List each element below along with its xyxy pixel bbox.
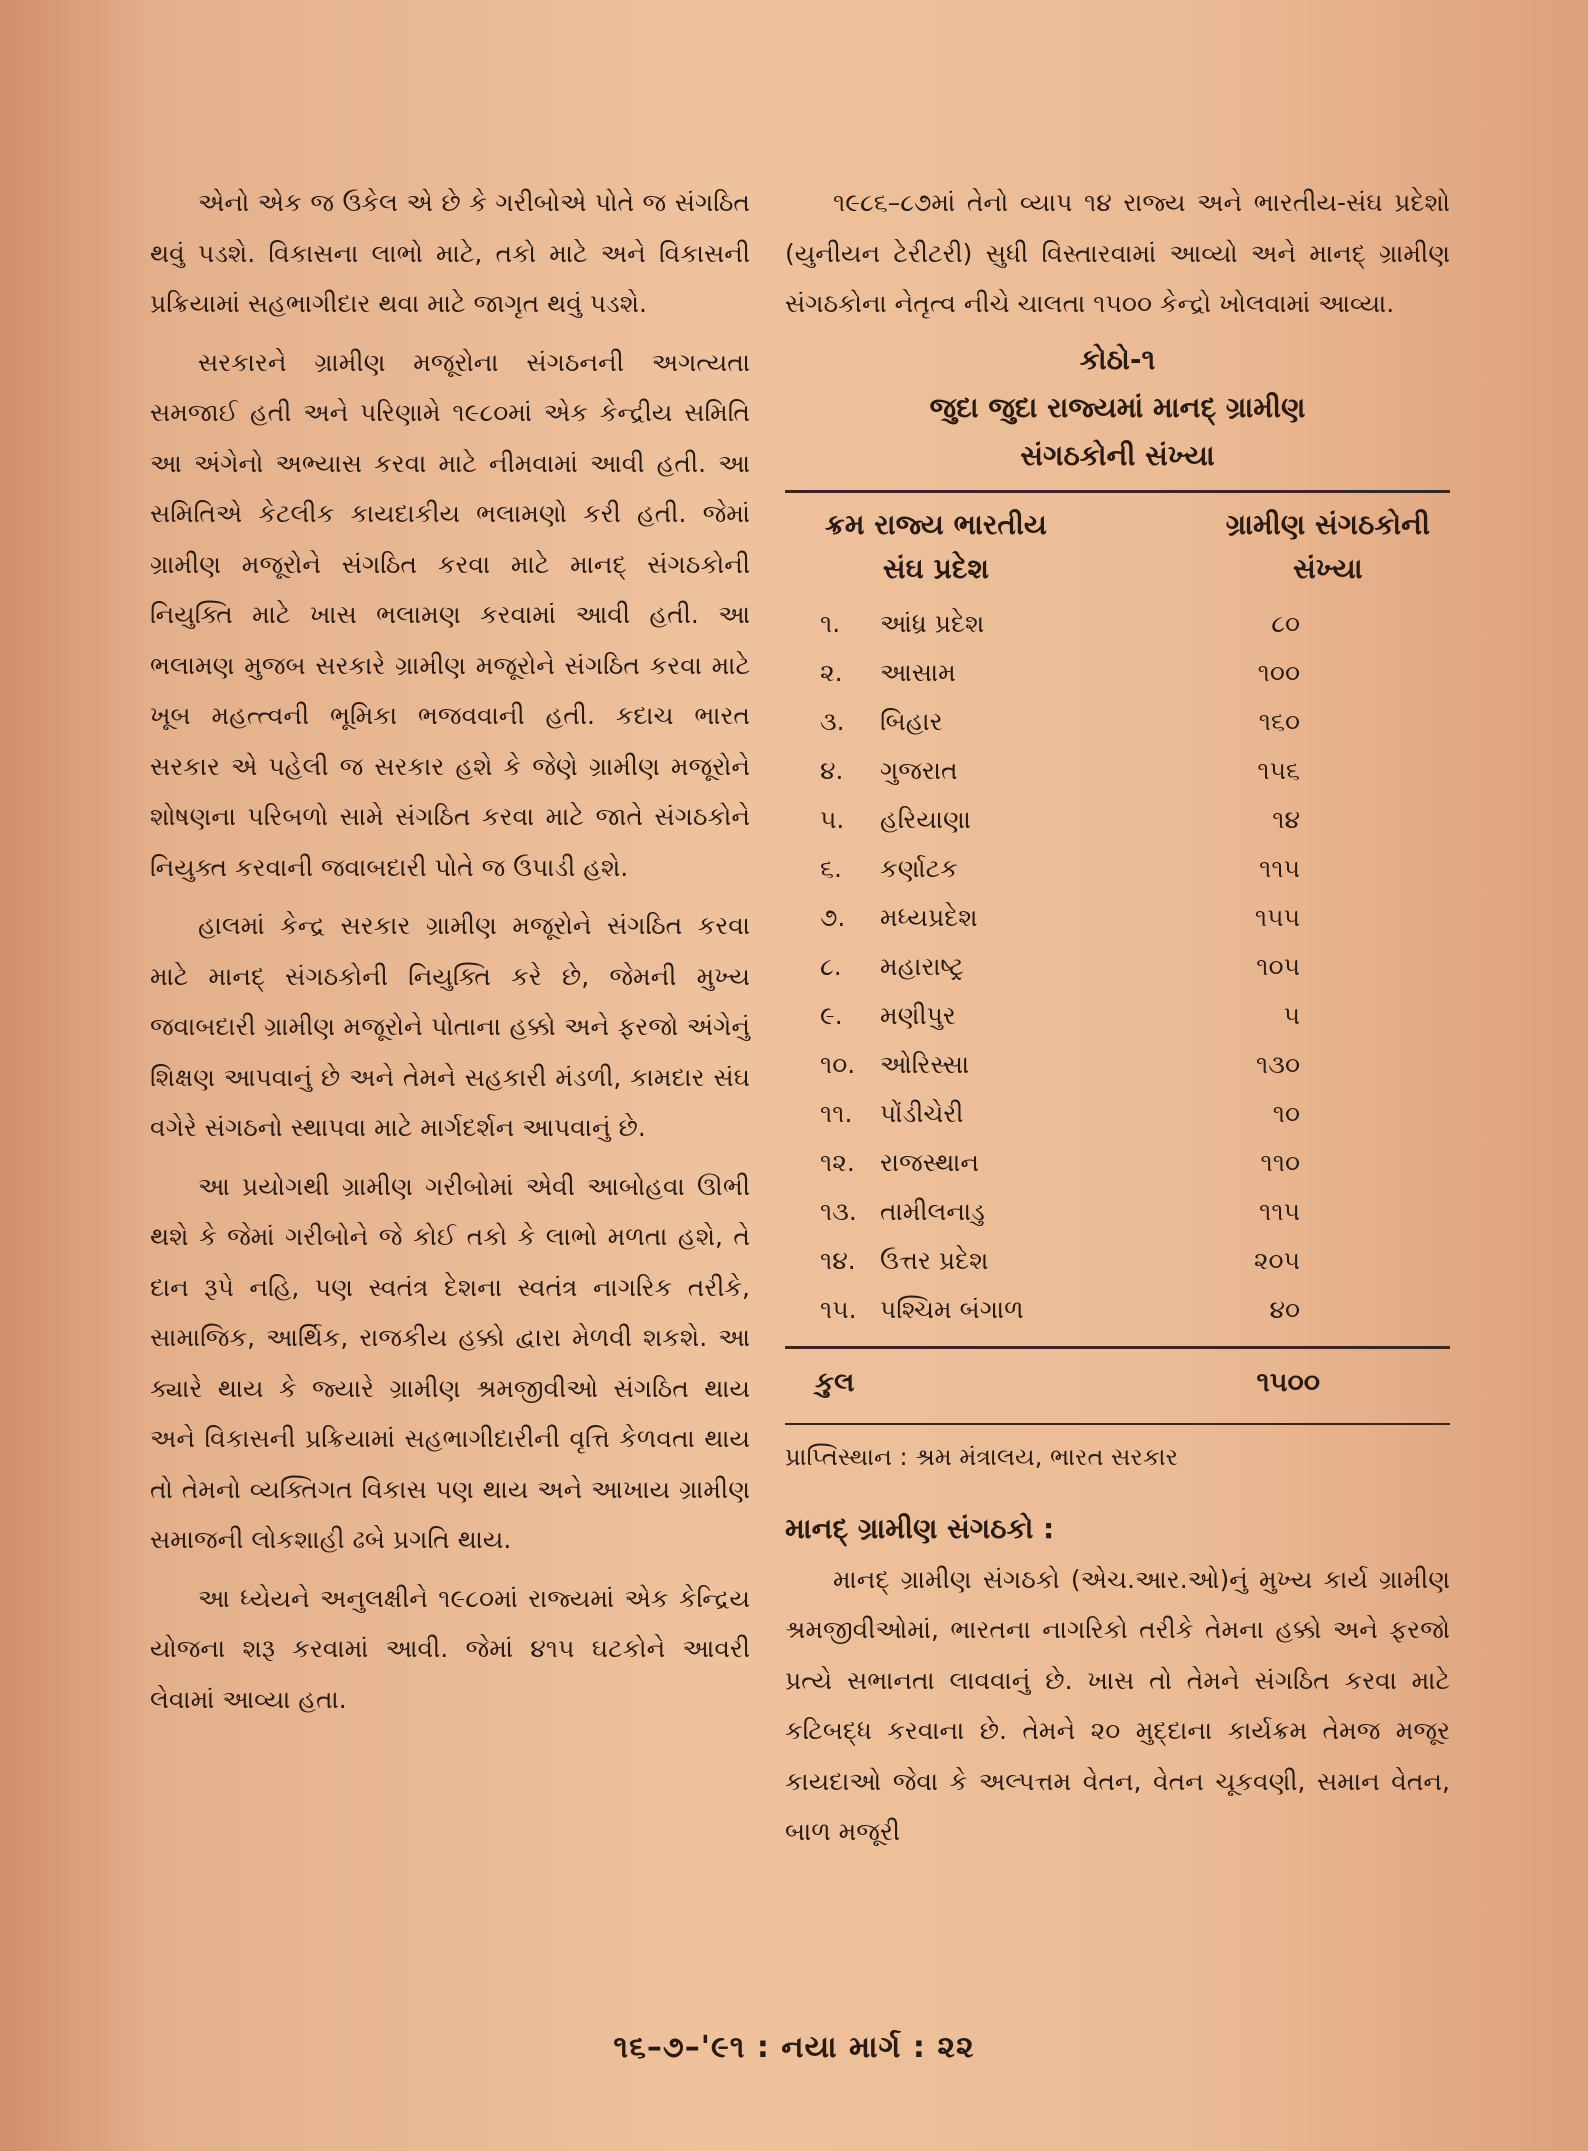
section-subheading: માનદ્ ગ્રામીણ સંગઠકો : bbox=[785, 1511, 1055, 1545]
table-row bbox=[785, 893, 1450, 942]
row-state-cell bbox=[820, 1236, 988, 1285]
table-row bbox=[785, 746, 1450, 795]
table-row bbox=[785, 1089, 1450, 1138]
header-count bbox=[1226, 503, 1430, 591]
row-state: હરિયાણા bbox=[880, 804, 971, 834]
page-footer: ૧૬–૭–'૯૧ : નયા માર્ગ : ૨૨ bbox=[613, 2030, 975, 2065]
table-title-line1: જુદા જુદા રાજ્યમાં માનદ્ ગ્રામીણ bbox=[929, 390, 1306, 424]
table-block bbox=[785, 338, 1450, 1481]
row-state-cell bbox=[820, 746, 958, 795]
row-count: ૧૦ bbox=[1272, 1098, 1300, 1128]
row-count: ૨૦૫ bbox=[1253, 1245, 1300, 1275]
row-number: ૧૧. bbox=[820, 1098, 853, 1128]
row-count: ૧૩૦ bbox=[1256, 1049, 1300, 1079]
row-number: ૧. bbox=[820, 608, 841, 638]
intro-paragraph: ૧૯૮૬–૮૭માં તેનો વ્યાપ ૧૪ રાજ્ય અને ભારતીય-સંઘ પ્રદેશો (યુનીયન ટેરીટરી) સુધી વિસ્તારવામાં આવ્યો અને માનદ્ ગ્રામીણ સંગઠકોના નેતૃત્વ નીચે ચાલતા ૧૫૦૦ કેન્દ્રો ખોલવામાં આવ્યા. bbox=[785, 188, 1450, 318]
row-count: ૧૬૦ bbox=[1258, 706, 1300, 736]
row-state-cell bbox=[820, 893, 978, 942]
table-row bbox=[785, 942, 1450, 991]
row-state-cell bbox=[820, 648, 956, 697]
row-state-cell bbox=[820, 1285, 1024, 1334]
row-state-cell bbox=[820, 1089, 963, 1138]
row-state-cell bbox=[820, 1040, 969, 1089]
row-number: ૭. bbox=[820, 902, 846, 932]
row-count: ૧૪ bbox=[1272, 804, 1300, 834]
row-state-cell bbox=[820, 942, 964, 991]
row-state-cell bbox=[820, 844, 958, 893]
row-state: ઉત્તર પ્રદેશ bbox=[880, 1245, 989, 1275]
row-number: ૪. bbox=[820, 755, 844, 785]
closing-paragraph: માનદ્ ગ્રામીણ સંગઠકો (એચ.આર.ઓ)નું મુખ્ય કાર્ય ગ્રામીણ શ્રમજીવીઓમાં, ભારતના નાગરિકો તરીકે તેમના હક્કો અને ફરજો પ્રત્યે સભાનતા લાવવાનું છે. ખાસ તો તેમને સંગઠિત કરવા માટે કટિબદ્ધ કરવાના છે. તેમને ૨૦ મુદ્દાના કાર્યક્રમ તેમજ મજૂર કાયદાઓ જેવા કે અલ્પત્તમ વેતન, વેતન ચૂકવણી, સમાન વેતન, બાળ મજૂરી bbox=[785, 1564, 1450, 1846]
row-state: બિહાર bbox=[880, 706, 943, 736]
row-number: ૨. bbox=[820, 657, 843, 687]
row-count: ૧૧૫ bbox=[1259, 853, 1300, 883]
paragraph: સરકારને ગ્રામીણ મજૂરોના સંગઠનની અગત્યતા સમજાઈ હતી અને પરિણામે ૧૯૮૦માં એક કેન્દ્રીય સમિતિ આ અંગેનો અભ્યાસ કરવા માટે નીમવામાં આવી હતી. આ સમિતિએ કેટલીક કાયદાકીય ભલામણો કરી હતી. જેમાં ગ્રામીણ મજૂરોને સંગઠિત કરવા માટે માનદ્ સંગઠકોની નિયુક્તિ માટે ખાસ ભલામણ કરવામાં આવી હતી. આ ભલામણ મુજબ સરકારે ગ્રામીણ મજૂરોને સંગઠિત કરવા માટે ખૂબ મહત્ત્વની ભૂમિકા ભજવવાની હતી. કદાચ ભારત સરકાર એ પહેલી જ સરકાર હશે કે જેણે ગ્રામીણ મજૂરોને શોષણના પરિબળો સામે સંગઠિત કરવા માટે જાતે સંગઠકોને નિયુક્ત કરવાની જવાબદારી પોતે જ ઉપાડી હશે. bbox=[150, 347, 750, 882]
row-number: ૯. bbox=[820, 1000, 843, 1030]
header-count-line1: ગ્રામીણ સંગઠકોની bbox=[1225, 507, 1430, 541]
row-state-cell bbox=[820, 795, 971, 844]
row-number: ૮. bbox=[820, 951, 842, 981]
table-row bbox=[785, 991, 1450, 1040]
header-state-line2: સંઘ પ્રદેશ bbox=[882, 551, 989, 585]
left-column bbox=[150, 178, 750, 1733]
table-row bbox=[785, 1187, 1450, 1236]
row-number: ૧૩. bbox=[820, 1196, 857, 1226]
row-count: ૪૦ bbox=[1269, 1294, 1300, 1324]
row-state-cell bbox=[820, 599, 984, 648]
table-row bbox=[785, 1040, 1450, 1089]
row-number: ૩. bbox=[820, 706, 845, 736]
row-state: તામીલનાડુ bbox=[880, 1196, 985, 1226]
header-state bbox=[825, 503, 1047, 591]
paragraph: આ ધ્યેયને અનુલક્ષીને ૧૯૮૦માં રાજ્યમાં એક કેન્દ્રિય યોજના શરૂ કરવામાં આવી. જેમાં ૪૧૫ ઘટકોને આવરી લેવામાં આવ્યા હતા. bbox=[150, 1583, 750, 1714]
row-state: આસામ bbox=[880, 657, 956, 687]
row-state: ઓરિસ્સા bbox=[880, 1049, 970, 1079]
row-state-cell bbox=[820, 991, 956, 1040]
row-state: મહારાષ્ટ્ર bbox=[880, 951, 964, 981]
row-number: ૧૦. bbox=[820, 1049, 856, 1079]
paragraph: હાલમાં કેન્દ્ર સરકાર ગ્રામીણ મજૂરોને સંગઠિત કરવા માટે માનદ્ સંગઠકોની નિયુક્તિ કરે છે, જેમની મુખ્ય જવાબદારી ગ્રામીણ મજૂરોને પોતાના હક્કો અને ફરજો અંગેનું શિક્ષણ આપવાનું છે અને તેમને સહકારી મંડળી, કામદાર સંઘ વગેરે સંગઠનો સ્થાપવા માટે માર્ગદર્શન આપવાનું છે. bbox=[150, 911, 750, 1142]
table-row bbox=[785, 795, 1450, 844]
row-number: ૧૪. bbox=[820, 1245, 856, 1275]
row-count: ૧૧૦ bbox=[1260, 1147, 1300, 1177]
row-count: ૧૦૦ bbox=[1257, 657, 1300, 687]
row-state-cell bbox=[820, 697, 943, 746]
paragraph: આ પ્રયોગથી ગ્રામીણ ગરીબોમાં એવી આબોહવા ઊભી થશે કે જેમાં ગરીબોને જે કોઈ તકો કે લાભો મળતા હશે, તે દાન રૂપે નહિ, પણ સ્વતંત્ર દેશના સ્વતંત્ર નાગરિક તરીકે, સામાજિક, આર્થિક, રાજકીય હક્કો દ્વારા મેળવી શકશે. આ ક્યારે થાય કે જ્યારે ગ્રામીણ શ્રમજીવીઓ સંગઠિત થાય અને વિકાસની પ્રક્રિયામાં સહભાગીદારીની વૃત્તિ કેળવતા થાય તો તેમનો વ્યક્તિગત વિકાસ પણ થાય અને આખાય ગ્રામીણ સમાજની લોકશાહી ઢબે પ્રગતિ થાય. bbox=[150, 1171, 750, 1554]
row-state: પશ્ચિમ બંગાળ bbox=[880, 1294, 1024, 1324]
paragraph: એનો એક જ ઉકેલ એ છે કે ગરીબોએ પોતે જ સંગઠિત થવું પડશે. વિકાસના લાભો માટે, તકો માટે અને વિકાસની પ્રક્રિયામાં સહભાગીદાર થવા માટે જાગૃત થવું પડશે. bbox=[150, 188, 750, 318]
table-row bbox=[785, 648, 1450, 697]
row-state: મધ્યપ્રદેશ bbox=[880, 902, 978, 932]
table-row bbox=[785, 1236, 1450, 1285]
table-row bbox=[785, 599, 1450, 648]
row-state: કર્ણાટક bbox=[880, 853, 958, 883]
table-body bbox=[785, 599, 1450, 1334]
row-number: ૧૨. bbox=[820, 1147, 855, 1177]
table-source: પ્રાપ્તિસ્થાન : શ્રમ મંત્રાલય, ભારત સરકાર bbox=[785, 1442, 1179, 1471]
right-column bbox=[785, 178, 1450, 1866]
row-state: પોંડીચેરી bbox=[880, 1098, 964, 1128]
header-state-line1: ક્રમ રાજ્ય ભારતીય bbox=[825, 507, 1047, 541]
table-label: કોઠો-૧ bbox=[1079, 342, 1156, 376]
row-count: ૮૦ bbox=[1271, 608, 1300, 638]
row-state: ગુજરાત bbox=[880, 755, 958, 785]
row-count: ૫ bbox=[1283, 1000, 1300, 1030]
row-count: ૧૦૫ bbox=[1256, 951, 1300, 981]
row-number: ૧૫. bbox=[820, 1294, 857, 1324]
row-number: ૬. bbox=[820, 853, 842, 883]
header-count-line2: સંખ્યા bbox=[1293, 551, 1363, 585]
table-header bbox=[785, 493, 1450, 591]
row-number: ૫. bbox=[820, 804, 845, 834]
table-row bbox=[785, 697, 1450, 746]
total-label: કુલ bbox=[815, 1366, 855, 1398]
total-value: ૧૫૦૦ bbox=[1256, 1366, 1320, 1398]
row-count: ૧૫૫ bbox=[1254, 902, 1300, 932]
row-state: મણીપુર bbox=[880, 1000, 956, 1030]
row-state: રાજસ્થાન bbox=[880, 1147, 980, 1177]
row-state-cell bbox=[820, 1138, 979, 1187]
table-total-row bbox=[785, 1349, 1450, 1417]
row-state-cell bbox=[820, 1187, 985, 1236]
row-count: ૧૧૫ bbox=[1259, 1196, 1300, 1226]
row-count: ૧૫૬ bbox=[1257, 755, 1300, 785]
row-state: આંધ્ર પ્રદેશ bbox=[880, 608, 985, 638]
table-row bbox=[785, 1138, 1450, 1187]
table-bottom-rule bbox=[785, 1423, 1450, 1425]
table-row bbox=[785, 1285, 1450, 1334]
table-title-line2: સંગઠકોની સંખ્યા bbox=[1020, 438, 1215, 472]
table-row bbox=[785, 844, 1450, 893]
